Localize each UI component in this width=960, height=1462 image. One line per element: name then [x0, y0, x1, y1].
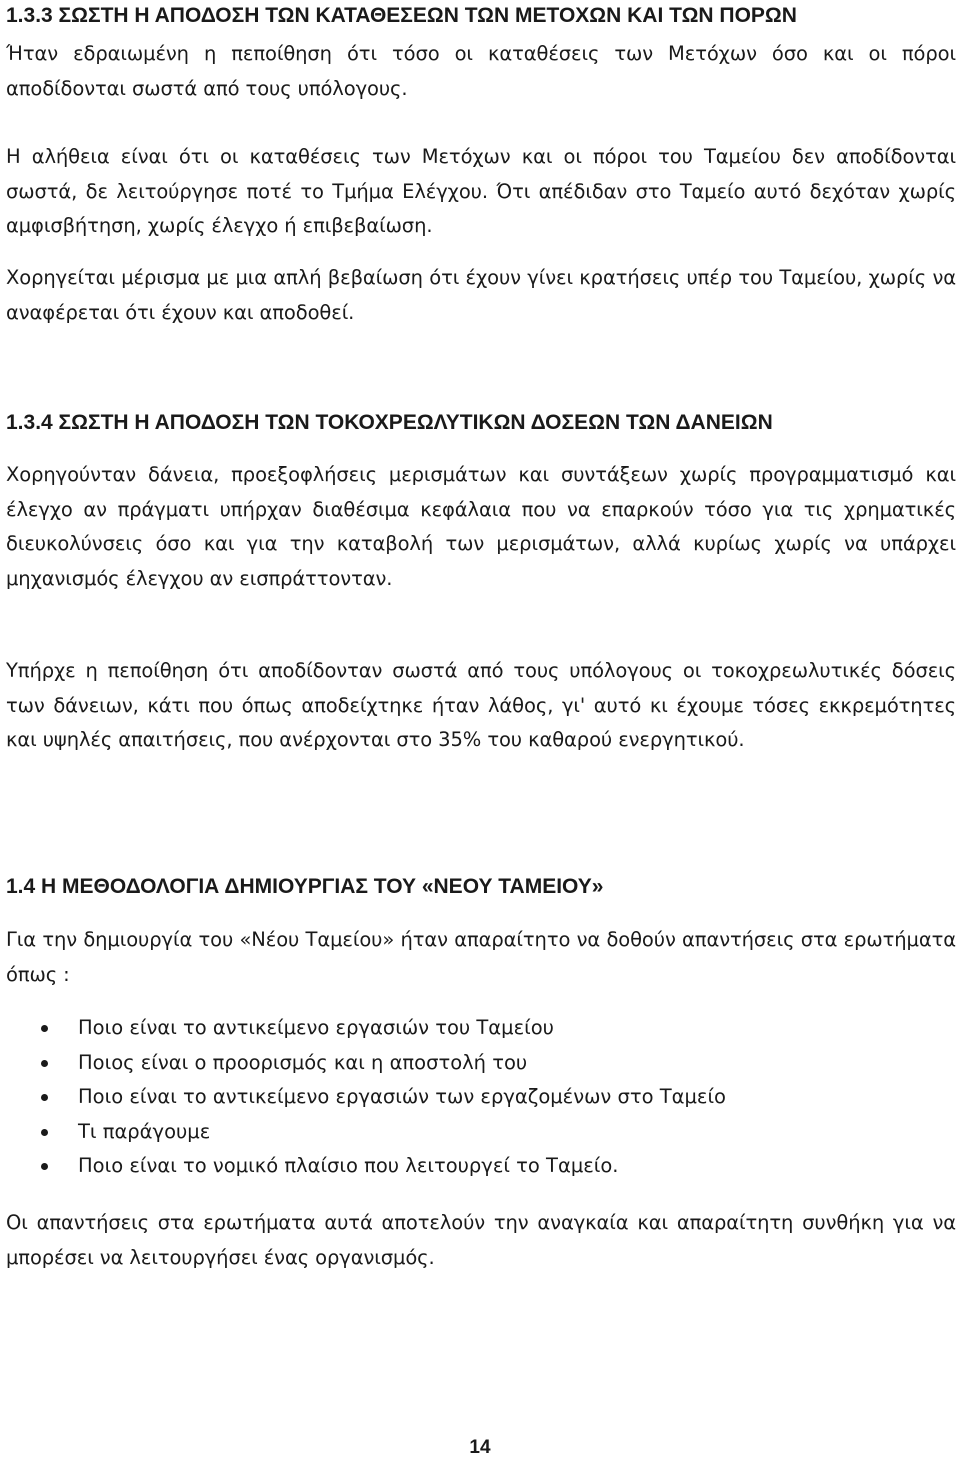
- list-item: [6, 1011, 956, 1046]
- section-heading-1-4: 1.4 Η ΜΕΘΟΔΟΛΟΓΙΑ ΔΗΜΙΟΥΡΓΙΑΣ ΤΟΥ «ΝΕΟΥ ΤΑΜΕΙΟΥ»: [6, 875, 604, 898]
- bullet-icon: [41, 1129, 48, 1136]
- paragraph: Χορηγείται μέρισμα με μια απλή βεβαίωση ότι έχουν γίνει κρατήσεις υπέρ του Ταμείου, χωρίς να αναφέρεται ότι έχουν και αποδοθεί.: [6, 266, 956, 324]
- paragraph: Η αλήθεια είναι ότι οι καταθέσεις των Μετόχων και οι πόροι του Ταμείου δεν αποδίδονται σωστά, δε λειτούργησε ποτέ το Τμήμα Ελέγχου. Ότι απέδιδαν στο Ταμείο αυτό δεχόταν χωρίς αμφισβήτηση, χωρίς έλεγχο ή επιβεβαίωση.: [6, 145, 956, 237]
- page-number: 14: [469, 1437, 491, 1458]
- list-item-text: Ποιο είναι το αντικείμενο εργασιών των εργαζομένων στο Ταμείο: [78, 1085, 726, 1108]
- list-item-text: Τι παράγουμε: [78, 1119, 211, 1143]
- list-item: [6, 1046, 956, 1081]
- section-heading-1-3-4: 1.3.4 ΣΩΣΤΗ Η ΑΠΟΔΟΣΗ ΤΩΝ ΤΟΚΟΧΡΕΩΛΥΤΙΚΩΝ ΔΟΣΕΩΝ ΤΩΝ ΔΑΝΕΙΩΝ: [6, 411, 773, 434]
- question-list: [6, 1011, 956, 1184]
- paragraph: Υπήρχε η πεποίθηση ότι αποδίδονταν σωστά από τους υπόλογους οι τοκοχρεωλυτικές δόσεις των δάνειων, κάτι που όπως αποδείχτηκε ήταν λάθος, γι' αυτό κι έχουμε τόσες εκκρεμότητες και υψηλές απαιτήσεις, που ανέρχονται στο 35% του καθαρού ενεργητικού.: [6, 659, 956, 751]
- section-heading-1-3-3: 1.3.3 ΣΩΣΤΗ Η ΑΠΟΔΟΣΗ ΤΩΝ ΚΑΤΑΘΕΣΕΩΝ ΤΩΝ ΜΕΤΟΧΩΝ ΚΑΙ ΤΩΝ ΠΟΡΩΝ: [6, 4, 797, 27]
- paragraph: Ήταν εδραιωμένη η πεποίθηση ότι τόσο οι καταθέσεις των Μετόχων όσο και οι πόροι αποδίδονται σωστά από τους υπόλογους.: [6, 42, 956, 100]
- intro-paragraph: Για την δημιουργία του «Νέου Ταμείου» ήταν απαραίτητο να δοθούν απαντήσεις στα ερωτήματα όπως :: [6, 928, 956, 986]
- closing-paragraph: Οι απαντήσεις στα ερωτήματα αυτά αποτελούν την αναγκαία και απαραίτητη συνθήκη για να μπορέσει να λειτουργήσει ένας οργανισμός.: [6, 1211, 956, 1269]
- list-item-text: Ποιο είναι το αντικείμενο εργασιών του Ταμείου: [78, 1016, 554, 1039]
- list-item-text: Ποιος είναι ο προορισμός και η αποστολή του: [78, 1050, 528, 1074]
- bullet-icon: [41, 1060, 48, 1067]
- paragraph: Χορηγούνταν δάνεια, προεξοφλήσεις μερισμάτων και συντάξεων χωρίς προγραμματισμό και έλεγχο αν πράγματι υπήρχαν διαθέσιμα κεφάλαια που να επαρκούν τόσο για τις χρηματικές διευκολύνσεις όσο και για την καταβολή των μερισμάτων, αλλά κυρίως χωρίς να υπάρχει μηχανισμός έλεγχου αν εισπράττονταν.: [6, 463, 956, 590]
- list-item: [6, 1149, 956, 1184]
- bullet-icon: [41, 1025, 48, 1032]
- list-item: [6, 1115, 956, 1150]
- list-item-text: Ποιο είναι το νομικό πλαίσιο που λειτουργεί το Ταμείο.: [78, 1154, 619, 1177]
- bullet-icon: [41, 1094, 48, 1101]
- bullet-icon: [41, 1163, 48, 1170]
- list-item: [6, 1080, 956, 1115]
